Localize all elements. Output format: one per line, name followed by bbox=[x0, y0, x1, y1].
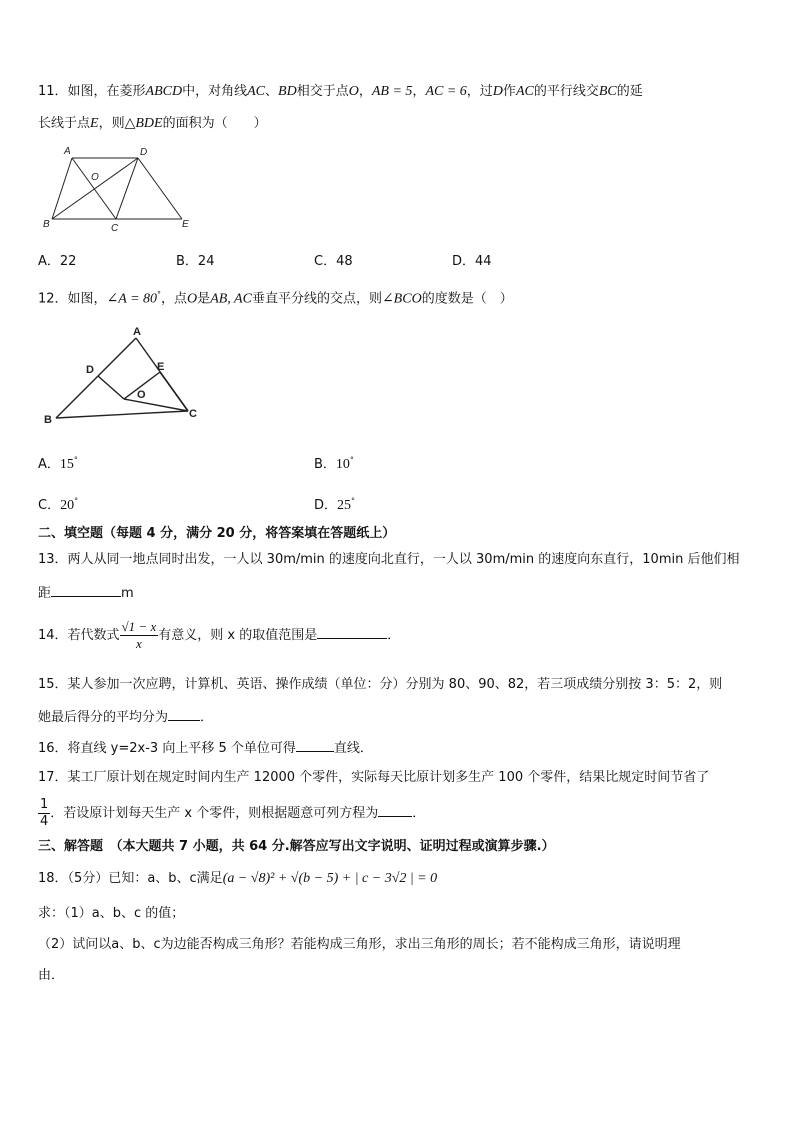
q11-line2 bbox=[38, 115, 267, 133]
q11-text: ，过 bbox=[466, 84, 493, 99]
q12-text: 12．如图， bbox=[38, 291, 107, 307]
q11-option-c[interactable]: C．48 bbox=[314, 254, 353, 269]
q12-point-o: O bbox=[187, 291, 198, 307]
q14-text: ． bbox=[387, 628, 401, 643]
q11-text: 的延 bbox=[616, 84, 643, 99]
q12-option-a-letter: A． bbox=[38, 457, 60, 472]
q12-label-a: A bbox=[133, 326, 141, 338]
q17-text: ． bbox=[412, 806, 426, 821]
q11-seg-bd bbox=[52, 158, 138, 219]
q11-ab-value: AB = 5 bbox=[371, 84, 413, 99]
q12-label-c: C bbox=[189, 408, 197, 420]
q12-text: ，点 bbox=[161, 291, 188, 307]
q12-seg-oc bbox=[124, 399, 188, 411]
q17-numerator: 1 bbox=[40, 797, 49, 812]
q12-angle-a: ∠A = 80 bbox=[106, 291, 158, 307]
q11-text: 的面积为（ ） bbox=[162, 116, 267, 131]
q11-text: 的平行线交 bbox=[533, 84, 599, 99]
q11-seg-ac bbox=[72, 158, 116, 219]
q12-degree: ° bbox=[157, 290, 162, 299]
q12-angle-bco: ∠BCO bbox=[381, 291, 422, 307]
q11-label-b: B bbox=[43, 219, 50, 230]
q11-ac-value: AC = 6 bbox=[425, 84, 467, 99]
q12-seg-ec bbox=[160, 372, 188, 411]
q12-label-e: E bbox=[157, 361, 165, 373]
q12-option-b[interactable] bbox=[314, 453, 354, 473]
q11-text: 长线于点 bbox=[38, 116, 91, 131]
q15-line1: 15．某人参加一次应聘，计算机、英语、操作成绩（单位：分）分别为 80、90、82，若三项成绩分别按 3：5：2，则 bbox=[38, 677, 723, 692]
q18-text: 18．（5分）已知：a、b、c满足 bbox=[38, 871, 223, 886]
q11-text: 11．如图，在菱形 bbox=[38, 84, 146, 99]
q15-line2 bbox=[38, 707, 213, 727]
q11-text: 中，对角线 bbox=[182, 84, 248, 99]
q16-text: 16．将直线 y=2x-3 向上平移 5 个单位可得 bbox=[38, 741, 296, 756]
q12-seg-do bbox=[98, 376, 124, 399]
q14-numerator: √1 − x bbox=[121, 619, 157, 634]
q17-fraction bbox=[38, 797, 50, 830]
q11-label-c: C bbox=[111, 223, 119, 234]
q12-label-o: O bbox=[137, 389, 146, 401]
q14-fraction bbox=[120, 619, 159, 652]
q14-denominator: x bbox=[136, 636, 142, 651]
q12-option-d-degree: ° bbox=[351, 496, 356, 506]
q14-text: 14．若代数式 bbox=[38, 628, 120, 643]
q11-seg-ab bbox=[52, 158, 72, 219]
q14-line bbox=[38, 616, 400, 656]
q12-label-d: D bbox=[86, 364, 94, 376]
q12-option-c[interactable] bbox=[38, 494, 78, 514]
q12-seg-ab bbox=[56, 338, 136, 418]
q11-text: ，则 bbox=[98, 116, 125, 131]
q12-option-c-value: 20 bbox=[60, 498, 75, 513]
q12-option-a[interactable] bbox=[38, 453, 78, 473]
q11-point-d: D bbox=[492, 84, 503, 99]
q16-text: 直线． bbox=[333, 741, 373, 756]
q17-line2 bbox=[38, 796, 425, 832]
q11-ac-ref: AC bbox=[515, 84, 534, 99]
q11-text: 、 bbox=[265, 84, 279, 99]
q11-triangle-bde: △BDE bbox=[124, 116, 163, 131]
q17-answer-blank[interactable] bbox=[378, 803, 412, 817]
q12-option-c-letter: C． bbox=[38, 498, 61, 513]
q11-seg-de bbox=[138, 158, 182, 219]
q12-text: 是 bbox=[197, 291, 211, 307]
q17-text: ．若设原计划每天生产 x 个零件，则根据题意可列方程为 bbox=[50, 806, 379, 821]
q11-text: ， bbox=[358, 84, 372, 99]
q11-option-d[interactable]: D．44 bbox=[452, 254, 492, 269]
q16-line bbox=[38, 738, 373, 758]
q12-option-d[interactable] bbox=[314, 494, 355, 514]
q11-seg-dc bbox=[116, 158, 138, 219]
q12-option-b-value: 10 bbox=[335, 457, 350, 472]
q12-option-a-degree: ° bbox=[73, 455, 78, 465]
q17-denominator: 4 bbox=[40, 814, 49, 829]
q11-text: 作 bbox=[502, 84, 516, 99]
q11-point-e: E bbox=[90, 116, 99, 131]
q18-ask2: （2）试问以a、b、c为边能否构成三角形？若能构成三角形，求出三角形的周长；若不能构成三角形，请说明理 bbox=[38, 937, 681, 952]
q18-ask1: 求：（1）a、b、c 的值； bbox=[38, 906, 185, 921]
q14-answer-blank[interactable] bbox=[317, 625, 387, 639]
q12-label-b: B bbox=[44, 414, 52, 426]
q11-option-a[interactable]: A．22 bbox=[38, 254, 77, 269]
q18-formula: (a − √8)² + √(b − 5) + | c − 3√2 | = 0 bbox=[222, 871, 438, 886]
q12-text: 垂直平分线的交点，则 bbox=[251, 291, 382, 307]
q11-text: 相交于点 bbox=[296, 84, 349, 99]
q13-line1: 13．两人从同一地点同时出发，一人以 30m/min 的速度向北直行，一人以 30m/min 的速度向东直行，10min 后他们相 bbox=[38, 552, 740, 567]
section-3-heading: 三、解答题 （本大题共 7 小题，共 64 分.解答应写出文字说明、证明过程或演算步骤.） bbox=[38, 839, 555, 854]
q11-label-d: D bbox=[140, 147, 148, 158]
q13-unit: m bbox=[121, 586, 134, 601]
q12-option-d-letter: D． bbox=[314, 498, 338, 513]
q12-option-c-degree: ° bbox=[74, 496, 79, 506]
q12-option-d-value: 25 bbox=[337, 498, 352, 513]
q12-option-b-degree: ° bbox=[349, 455, 354, 465]
q11-label-e: E bbox=[182, 219, 189, 230]
q11-diag-bd: BD bbox=[278, 84, 297, 99]
q11-diag-ac: AC bbox=[247, 84, 266, 99]
section-2-heading: 二、填空题（每题 4 分，满分 20 分，将答案填在答题纸上） bbox=[38, 526, 396, 541]
q13-text: 距 bbox=[38, 586, 52, 601]
q12-option-b-letter: B． bbox=[314, 457, 336, 472]
q12-option-a-value: 15 bbox=[59, 457, 74, 472]
q11-label-o: O bbox=[91, 172, 99, 183]
q14-text: 有意义，则 x 的取值范围是 bbox=[158, 628, 318, 643]
q11-figure bbox=[38, 142, 198, 237]
q11-rhombus-name: ABCD bbox=[145, 84, 183, 99]
q13-answer-blank[interactable] bbox=[51, 583, 121, 597]
q15-text: ． bbox=[200, 710, 214, 725]
q11-label-a: A bbox=[64, 146, 71, 157]
q12-seg-bc bbox=[56, 411, 188, 418]
q12-figure bbox=[38, 325, 208, 430]
q11-option-b[interactable]: B．24 bbox=[176, 254, 215, 269]
q18-line1 bbox=[38, 870, 437, 888]
q15-text: 她最后得分的平均分为 bbox=[38, 710, 169, 725]
q11-point-o: O bbox=[348, 84, 359, 99]
q11-text: ， bbox=[412, 84, 426, 99]
q17-line1: 17．某工厂原计划在规定时间内生产 12000 个零件，实际每天比原计划多生产 100 个零件，结果比规定时间节省了 bbox=[38, 770, 710, 785]
q11-line1 bbox=[38, 83, 643, 101]
q15-answer-blank[interactable] bbox=[168, 707, 200, 721]
q12-line bbox=[38, 286, 513, 308]
q12-text: 的度数是（ ） bbox=[421, 291, 513, 307]
q13-line2 bbox=[38, 583, 134, 603]
q11-bc-ref: BC bbox=[598, 84, 617, 99]
q16-answer-blank[interactable] bbox=[296, 738, 334, 752]
q18-ask3: 由． bbox=[38, 968, 65, 983]
q12-sides: AB, AC bbox=[210, 291, 252, 307]
